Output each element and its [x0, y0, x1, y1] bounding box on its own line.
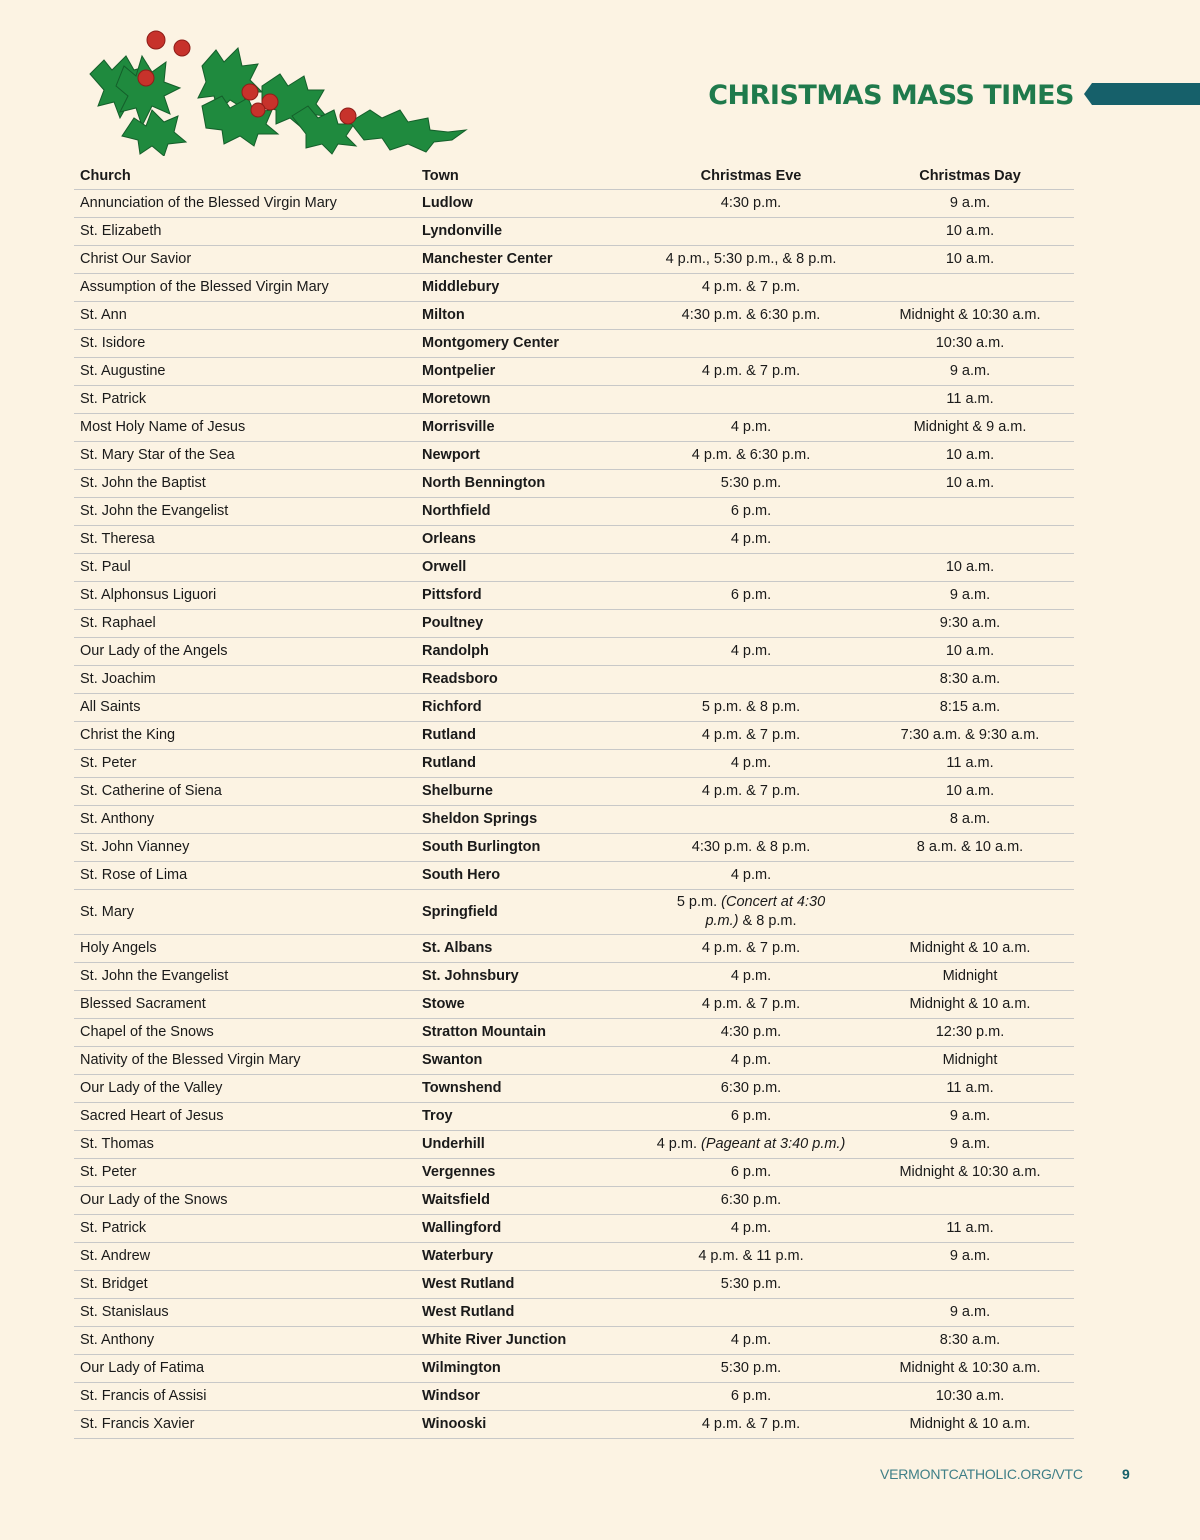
header-christmas-day: Christmas Day: [866, 162, 1074, 190]
town-name: St. Johnsbury: [416, 963, 636, 991]
church-name: Our Lady of Fatima: [74, 1355, 416, 1383]
christmas-eve-time: 4:30 p.m. & 6:30 p.m.: [636, 302, 866, 330]
church-name: St. Peter: [74, 750, 416, 778]
christmas-eve-time: 6 p.m.: [636, 582, 866, 610]
christmas-day-time: 9 a.m.: [866, 1103, 1074, 1131]
table-row: [74, 386, 1074, 414]
table-body: [74, 190, 1074, 1439]
footer-url: VERMONTCATHOLIC.ORG/VTC: [880, 1466, 1083, 1482]
table-row: [74, 750, 1074, 778]
page-number: 9: [1122, 1466, 1130, 1482]
table-row: [74, 302, 1074, 330]
church-name: St. Stanislaus: [74, 1299, 416, 1327]
town-name: West Rutland: [416, 1271, 636, 1299]
church-name: St. Mary: [74, 890, 416, 935]
christmas-eve-time: [636, 610, 866, 638]
table-row: [74, 330, 1074, 358]
church-name: St. Francis Xavier: [74, 1411, 416, 1439]
church-name: St. Thomas: [74, 1131, 416, 1159]
church-name: St. Paul: [74, 554, 416, 582]
christmas-eve-time: 4:30 p.m.: [636, 1019, 866, 1047]
title-accent-tab: [1084, 83, 1200, 105]
church-name: St. John Vianney: [74, 834, 416, 862]
christmas-eve-time: [636, 330, 866, 358]
christmas-eve-time: 4 p.m.: [636, 862, 866, 890]
table-row: [74, 582, 1074, 610]
church-name: St. Elizabeth: [74, 218, 416, 246]
christmas-eve-time: 4:30 p.m.: [636, 190, 866, 218]
christmas-day-time: 9 a.m.: [866, 1243, 1074, 1271]
table-row: [74, 1159, 1074, 1187]
table-header-row: [74, 162, 1074, 190]
town-name: North Bennington: [416, 470, 636, 498]
christmas-eve-time: [636, 386, 866, 414]
town-name: Richford: [416, 694, 636, 722]
christmas-day-time: 10 a.m.: [866, 638, 1074, 666]
church-name: Sacred Heart of Jesus: [74, 1103, 416, 1131]
church-name: St. Patrick: [74, 1215, 416, 1243]
christmas-eve-time: 6 p.m.: [636, 498, 866, 526]
eve-time-part: 4 p.m.: [656, 1136, 697, 1152]
church-name: Chapel of the Snows: [74, 1019, 416, 1047]
christmas-day-time: Midnight & 10:30 a.m.: [866, 1355, 1074, 1383]
christmas-day-time: 9 a.m.: [866, 582, 1074, 610]
christmas-eve-time: 4 p.m. & 11 p.m.: [636, 1243, 866, 1271]
christmas-day-time: 8 a.m.: [866, 806, 1074, 834]
town-name: Swanton: [416, 1047, 636, 1075]
christmas-day-time: 10 a.m.: [866, 218, 1074, 246]
town-name: Middlebury: [416, 274, 636, 302]
town-name: Vergennes: [416, 1159, 636, 1187]
christmas-day-time: [866, 274, 1074, 302]
christmas-day-time: 8:30 a.m.: [866, 666, 1074, 694]
table-row: [74, 526, 1074, 554]
town-name: Wallingford: [416, 1215, 636, 1243]
church-name: St. Augustine: [74, 358, 416, 386]
church-name: St. Ann: [74, 302, 416, 330]
christmas-day-time: Midnight: [866, 1047, 1074, 1075]
table-row: [74, 218, 1074, 246]
christmas-day-time: [866, 526, 1074, 554]
table-row: [74, 991, 1074, 1019]
church-name: St. Francis of Assisi: [74, 1383, 416, 1411]
christmas-day-time: 8:30 a.m.: [866, 1327, 1074, 1355]
table-row: [74, 1411, 1074, 1439]
table-row: [74, 638, 1074, 666]
church-name: Holy Angels: [74, 935, 416, 963]
town-name: Randolph: [416, 638, 636, 666]
church-name: Christ the King: [74, 722, 416, 750]
christmas-eve-time: 4 p.m.: [636, 963, 866, 991]
table-row: [74, 358, 1074, 386]
church-name: Christ Our Savior: [74, 246, 416, 274]
town-name: Poultney: [416, 610, 636, 638]
town-name: St. Albans: [416, 935, 636, 963]
christmas-eve-time: 4 p.m., 5:30 p.m., & 8 p.m.: [636, 246, 866, 274]
christmas-eve-time: 4 p.m.: [636, 1327, 866, 1355]
christmas-eve-time: 4 p.m. & 6:30 p.m.: [636, 442, 866, 470]
church-name: St. John the Baptist: [74, 470, 416, 498]
page-title: CHRISTMAS MASS TIMES: [708, 80, 1074, 111]
christmas-day-time: 10 a.m.: [866, 442, 1074, 470]
town-name: Underhill: [416, 1131, 636, 1159]
table-row: [74, 1327, 1074, 1355]
table-row: [74, 1215, 1074, 1243]
church-name: St. Catherine of Siena: [74, 778, 416, 806]
christmas-eve-time: 4:30 p.m. & 8 p.m.: [636, 834, 866, 862]
christmas-eve-time: [636, 1299, 866, 1327]
church-name: St. Raphael: [74, 610, 416, 638]
christmas-eve-time: 4 p.m. & 7 p.m.: [636, 991, 866, 1019]
christmas-day-time: Midnight & 10:30 a.m.: [866, 302, 1074, 330]
table-row: [74, 610, 1074, 638]
table-row: [74, 1355, 1074, 1383]
christmas-eve-time: [636, 890, 866, 935]
church-name: Our Lady of the Snows: [74, 1187, 416, 1215]
town-name: Montgomery Center: [416, 330, 636, 358]
town-name: Newport: [416, 442, 636, 470]
table-row: [74, 470, 1074, 498]
header-town: Town: [416, 162, 636, 190]
christmas-day-time: 12:30 p.m.: [866, 1019, 1074, 1047]
christmas-day-time: 10 a.m.: [866, 470, 1074, 498]
christmas-day-time: Midnight & 10 a.m.: [866, 991, 1074, 1019]
church-name: St. Alphonsus Liguori: [74, 582, 416, 610]
town-name: Pittsford: [416, 582, 636, 610]
table-row: [74, 442, 1074, 470]
christmas-day-time: [866, 1271, 1074, 1299]
church-name: St. Anthony: [74, 806, 416, 834]
christmas-eve-time: 4 p.m.: [636, 414, 866, 442]
town-name: Montpelier: [416, 358, 636, 386]
christmas-eve-time: 4 p.m.: [636, 526, 866, 554]
town-name: Waterbury: [416, 1243, 636, 1271]
town-name: Lyndonville: [416, 218, 636, 246]
header-church: Church: [74, 162, 416, 190]
table-row: [74, 1187, 1074, 1215]
church-name: St. Mary Star of the Sea: [74, 442, 416, 470]
town-name: Orwell: [416, 554, 636, 582]
town-name: Rutland: [416, 722, 636, 750]
town-name: Readsboro: [416, 666, 636, 694]
christmas-day-time: Midnight & 9 a.m.: [866, 414, 1074, 442]
table-row: [74, 834, 1074, 862]
town-name: Windsor: [416, 1383, 636, 1411]
christmas-day-time: 10:30 a.m.: [866, 1383, 1074, 1411]
mass-times-table: [74, 162, 1074, 1439]
christmas-day-time: 9:30 a.m.: [866, 610, 1074, 638]
christmas-day-time: [866, 498, 1074, 526]
church-name: Most Holy Name of Jesus: [74, 414, 416, 442]
christmas-day-time: 10 a.m.: [866, 778, 1074, 806]
town-name: Stratton Mountain: [416, 1019, 636, 1047]
christmas-eve-time: 6 p.m.: [636, 1383, 866, 1411]
eve-time-note: (Pageant at 3:40 p.m.): [701, 1136, 846, 1152]
christmas-day-time: Midnight & 10 a.m.: [866, 1411, 1074, 1439]
christmas-eve-time: [636, 218, 866, 246]
church-name: Annunciation of the Blessed Virgin Mary: [74, 190, 416, 218]
christmas-day-time: [866, 862, 1074, 890]
christmas-eve-time: 4 p.m. & 7 p.m.: [636, 274, 866, 302]
christmas-eve-time: 4 p.m. & 7 p.m.: [636, 358, 866, 386]
table-row: [74, 1271, 1074, 1299]
christmas-eve-time: [636, 554, 866, 582]
town-name: Winooski: [416, 1411, 636, 1439]
christmas-day-time: 10:30 a.m.: [866, 330, 1074, 358]
christmas-eve-time: 4 p.m. & 7 p.m.: [636, 778, 866, 806]
table-row: [74, 414, 1074, 442]
christmas-day-time: 7:30 a.m. & 9:30 a.m.: [866, 722, 1074, 750]
town-name: South Burlington: [416, 834, 636, 862]
christmas-eve-time: 6:30 p.m.: [636, 1187, 866, 1215]
table-row: [74, 1047, 1074, 1075]
christmas-day-time: [866, 1187, 1074, 1215]
table-row: [74, 890, 1074, 935]
christmas-eve-time: 6 p.m.: [636, 1159, 866, 1187]
town-name: Shelburne: [416, 778, 636, 806]
christmas-eve-time: 5:30 p.m.: [636, 1271, 866, 1299]
christmas-eve-time: [636, 666, 866, 694]
church-name: St. Bridget: [74, 1271, 416, 1299]
table-row: [74, 246, 1074, 274]
table-row: [74, 1131, 1074, 1159]
table-row: [74, 1299, 1074, 1327]
header-christmas-eve: Christmas Eve: [636, 162, 866, 190]
christmas-day-time: 9 a.m.: [866, 1131, 1074, 1159]
church-name: St. Andrew: [74, 1243, 416, 1271]
eve-time-part: 5 p.m.: [676, 894, 722, 910]
church-name: Nativity of the Blessed Virgin Mary: [74, 1047, 416, 1075]
church-name: St. John the Evangelist: [74, 963, 416, 991]
town-name: White River Junction: [416, 1327, 636, 1355]
christmas-eve-time: 4 p.m.: [636, 1215, 866, 1243]
town-name: Sheldon Springs: [416, 806, 636, 834]
church-name: St. Anthony: [74, 1327, 416, 1355]
town-name: Milton: [416, 302, 636, 330]
christmas-eve-time: 6:30 p.m.: [636, 1075, 866, 1103]
christmas-eve-time: 4 p.m. & 7 p.m.: [636, 935, 866, 963]
eve-time-note: (Concert at 4:30 p.m.): [705, 894, 826, 929]
christmas-day-time: 10 a.m.: [866, 554, 1074, 582]
town-name: South Hero: [416, 862, 636, 890]
town-name: Springfield: [416, 890, 636, 935]
town-name: West Rutland: [416, 1299, 636, 1327]
table-row: [74, 1383, 1074, 1411]
town-name: Northfield: [416, 498, 636, 526]
table-row: [74, 935, 1074, 963]
table-row: [74, 806, 1074, 834]
town-name: Ludlow: [416, 190, 636, 218]
christmas-eve-time: 4 p.m.: [636, 750, 866, 778]
christmas-day-time: 9 a.m.: [866, 190, 1074, 218]
christmas-day-time: 11 a.m.: [866, 1075, 1074, 1103]
town-name: Waitsfield: [416, 1187, 636, 1215]
christmas-day-time: [866, 890, 1074, 935]
church-name: St. Peter: [74, 1159, 416, 1187]
christmas-day-time: 11 a.m.: [866, 750, 1074, 778]
christmas-day-time: Midnight: [866, 963, 1074, 991]
christmas-eve-time: 4 p.m. & 7 p.m.: [636, 1411, 866, 1439]
table-row: [74, 190, 1074, 218]
church-name: Our Lady of the Angels: [74, 638, 416, 666]
christmas-day-time: 8 a.m. & 10 a.m.: [866, 834, 1074, 862]
christmas-day-time: 11 a.m.: [866, 1215, 1074, 1243]
town-name: Moretown: [416, 386, 636, 414]
town-name: Townshend: [416, 1075, 636, 1103]
christmas-day-time: Midnight & 10:30 a.m.: [866, 1159, 1074, 1187]
christmas-day-time: 11 a.m.: [866, 386, 1074, 414]
church-name: St. Theresa: [74, 526, 416, 554]
christmas-eve-time: 4 p.m.: [636, 638, 866, 666]
church-name: St. Joachim: [74, 666, 416, 694]
town-name: Morrisville: [416, 414, 636, 442]
christmas-eve-time: 5 p.m. & 8 p.m.: [636, 694, 866, 722]
table-row: [74, 963, 1074, 991]
christmas-day-time: Midnight & 10 a.m.: [866, 935, 1074, 963]
church-name: Assumption of the Blessed Virgin Mary: [74, 274, 416, 302]
christmas-eve-time: 5:30 p.m.: [636, 1355, 866, 1383]
town-name: Wilmington: [416, 1355, 636, 1383]
christmas-eve-time: 6 p.m.: [636, 1103, 866, 1131]
christmas-day-time: 8:15 a.m.: [866, 694, 1074, 722]
table-row: [74, 666, 1074, 694]
christmas-eve-time: [636, 1131, 866, 1159]
christmas-eve-time: [636, 806, 866, 834]
table-row: [74, 498, 1074, 526]
table-row: [74, 862, 1074, 890]
church-name: Blessed Sacrament: [74, 991, 416, 1019]
church-name: St. Isidore: [74, 330, 416, 358]
church-name: Our Lady of the Valley: [74, 1075, 416, 1103]
church-name: St. Patrick: [74, 386, 416, 414]
town-name: Troy: [416, 1103, 636, 1131]
christmas-day-time: 9 a.m.: [866, 358, 1074, 386]
eve-time-part: & 8 p.m.: [738, 913, 797, 929]
town-name: Manchester Center: [416, 246, 636, 274]
table-row: [74, 1103, 1074, 1131]
church-name: St. John the Evangelist: [74, 498, 416, 526]
town-name: Orleans: [416, 526, 636, 554]
table-row: [74, 722, 1074, 750]
table-row: [74, 1243, 1074, 1271]
christmas-day-time: 10 a.m.: [866, 246, 1074, 274]
town-name: Stowe: [416, 991, 636, 1019]
church-name: St. Rose of Lima: [74, 862, 416, 890]
table-row: [74, 554, 1074, 582]
table-row: [74, 1075, 1074, 1103]
table-row: [74, 778, 1074, 806]
christmas-eve-time: 4 p.m. & 7 p.m.: [636, 722, 866, 750]
table-row: [74, 274, 1074, 302]
table-row: [74, 1019, 1074, 1047]
christmas-day-time: 9 a.m.: [866, 1299, 1074, 1327]
town-name: Rutland: [416, 750, 636, 778]
table-row: [74, 694, 1074, 722]
church-name: All Saints: [74, 694, 416, 722]
christmas-eve-time: 4 p.m.: [636, 1047, 866, 1075]
holly-decoration: [82, 26, 472, 156]
christmas-eve-time: 5:30 p.m.: [636, 470, 866, 498]
